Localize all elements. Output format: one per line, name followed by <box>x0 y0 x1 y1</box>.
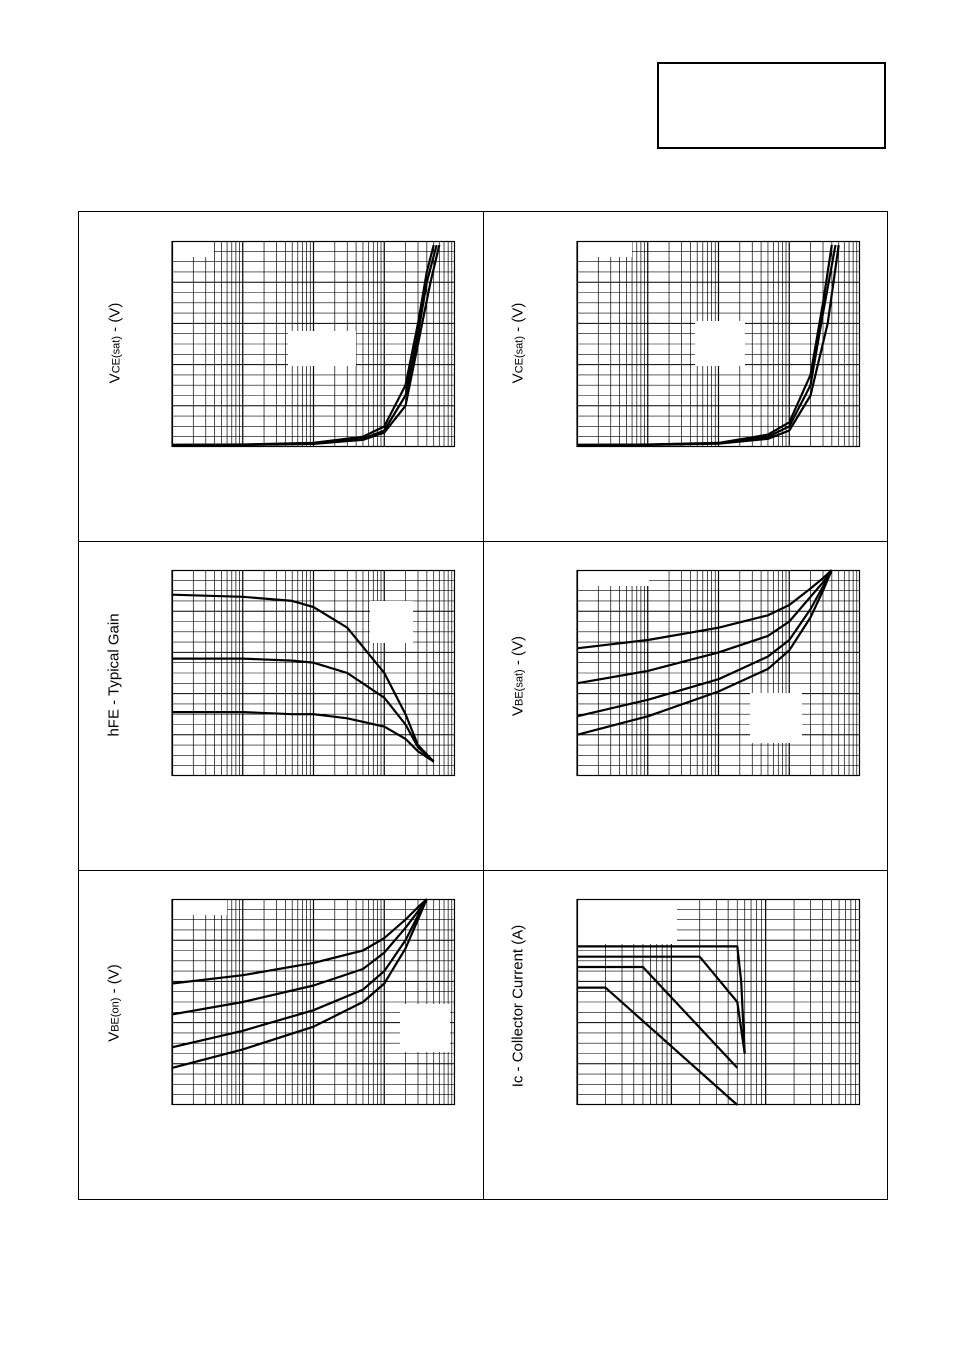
soa-ylabel <box>510 925 527 1088</box>
vbesat-series-1 <box>577 570 832 683</box>
vcesat-left-ylabel-main: V <box>106 373 124 384</box>
vcesat-left-legend-box-1 <box>288 331 356 366</box>
vbeon-ylabel-unit: - (V) <box>105 964 123 998</box>
vcesat-left-chart <box>172 241 455 447</box>
vbesat-legend-box-0 <box>577 570 649 586</box>
vbesat-ylabel-sub: BE(sat) <box>513 669 526 706</box>
hfe-legend-box-0 <box>370 601 413 643</box>
panel-divider-vertical <box>483 211 484 1200</box>
vbesat-legend-box-1 <box>750 693 802 743</box>
vbeon-chart <box>172 899 455 1105</box>
vcesat-right-chart <box>577 241 860 447</box>
vbesat-ylabel-main: V <box>509 706 527 717</box>
vbeon-legend-box-1 <box>400 1004 450 1052</box>
vbesat-ylabel-unit: - (V) <box>509 635 527 670</box>
soa-chart <box>577 899 860 1105</box>
soa-series-3 <box>577 988 737 1105</box>
vcesat-right-ylabel-sub: CE(sat) <box>513 336 526 374</box>
vbeon-series-3 <box>172 899 427 1068</box>
vcesat-left-ylabel-sub: CE(sat) <box>110 336 123 374</box>
vcesat-left-ylabel <box>107 303 124 384</box>
panel-divider-horizontal-1 <box>78 541 888 542</box>
vcesat-right-ylabel-main: V <box>509 373 527 384</box>
vcesat-right-legend-box-1 <box>695 321 745 366</box>
hfe-chart <box>172 570 455 776</box>
vcesat-left-ylabel-unit: - (V) <box>106 302 124 337</box>
hfe-ylabel <box>106 613 123 736</box>
vbeon-series-2 <box>172 899 427 1047</box>
vbesat-ylabel <box>510 636 527 716</box>
vbeon-ylabel <box>106 964 123 1042</box>
vcesat-left-legend-box-0 <box>172 241 214 257</box>
panel-divider-horizontal-2 <box>78 870 888 871</box>
vcesat-right-ylabel-unit: - (V) <box>509 302 527 337</box>
vbesat-chart <box>577 570 860 776</box>
vbeon-series-1 <box>172 899 427 1014</box>
vbeon-ylabel-sub: BE(on) <box>109 997 122 1032</box>
hfe-ylabel-main: hFE - Typical Gain <box>105 613 123 737</box>
vbeon-ylabel-main: V <box>105 1031 123 1042</box>
header-box <box>657 62 886 149</box>
soa-ylabel-main: Ic - Collector Current (A) <box>509 924 527 1088</box>
vbeon-legend-box-0 <box>172 899 227 915</box>
soa-series-2 <box>577 967 737 1068</box>
soa-legend-box-0 <box>577 899 677 944</box>
vcesat-right-legend-box-0 <box>577 241 632 257</box>
vcesat-right-ylabel <box>510 303 527 384</box>
